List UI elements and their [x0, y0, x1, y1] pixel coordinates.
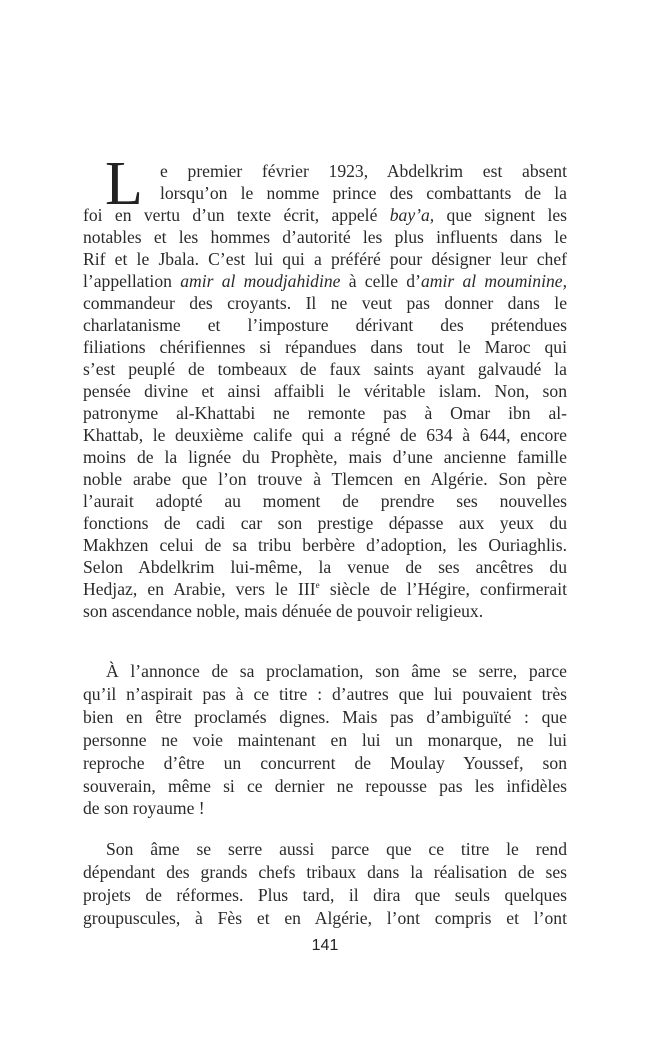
- text-segment: Hedjaz, en Arabie, vers le III: [83, 579, 316, 599]
- text-line: [83, 600, 567, 622]
- text-line: [83, 861, 567, 884]
- text-segment: personne ne voie maintenant en lui un monarque, ne lui: [83, 729, 567, 750]
- text-line: [83, 660, 567, 683]
- paragraph-3: [83, 838, 567, 930]
- text-segment: patronyme al-Khattabi ne remonte pas à Omar ibn al-: [83, 403, 567, 423]
- text-line: [83, 578, 567, 600]
- text-line: [83, 907, 567, 930]
- text-segment: Son âme se serre aussi parce que ce titre le rend: [106, 839, 567, 859]
- text-segment: filiations chérifiennes si répandues dans tout le Maroc qui: [83, 337, 567, 357]
- text-segment: reproche d’être un concurrent de Moulay Youssef, son: [83, 752, 567, 773]
- text-segment: souverain, même si ce dernier ne repousse pas les infidèles: [83, 775, 567, 796]
- text-line: [83, 204, 567, 226]
- text-segment: Khattab, le deuxième calife qui a régné de 634 à 644, encore: [83, 425, 567, 445]
- text-segment: que signent les: [434, 205, 567, 225]
- text-segment: Rif et le Jbala. C’est lui qui a préféré pour désigner leur chef: [83, 249, 567, 269]
- text-line: [83, 160, 567, 182]
- text-line: [83, 358, 567, 380]
- text-segment: de son royaume !: [83, 798, 205, 819]
- text-segment: s’est peuplé de tombeaux de faux saints ayant galvaudé la: [83, 359, 567, 379]
- paragraph-1: [83, 150, 567, 622]
- text-line: [83, 884, 567, 907]
- text-line: [83, 226, 567, 248]
- text-segment: charlatanisme et l’imposture dérivant des prétendues: [83, 315, 567, 335]
- italic-term: amir al moudjahidine: [180, 271, 341, 291]
- text-line: [83, 534, 567, 556]
- text-segment: dépendant des grands chefs tribaux dans la réalisation de ses: [83, 861, 567, 882]
- text-segment: lorsqu’on le nomme prince des combattants de la: [160, 183, 567, 203]
- text-segment: pensée divine et ainsi affaibli le véritable islam. Non, son: [83, 381, 567, 401]
- text-segment: à celle d’: [340, 271, 421, 291]
- text-segment: l’aurait adopté au moment de prendre ses nouvelles: [83, 491, 567, 511]
- text-line: [83, 402, 567, 424]
- text-line: [83, 248, 567, 270]
- text-segment: commandeur des croyants. Il ne veut pas donner dans le: [83, 293, 567, 313]
- text-line: [83, 556, 567, 578]
- text-line: [83, 838, 567, 861]
- text-segment: qu’il n’aspirait pas à ce titre : d’autres que lui pouvaient très: [83, 683, 567, 704]
- text-line: [83, 468, 567, 490]
- paragraph-2: [83, 660, 567, 820]
- text-segment: Makhzen celui de sa tribu berbère d’adoption, les Ouriaghlis.: [83, 535, 567, 555]
- text-segment: Selon Abdelkrim lui-même, la venue de ses ancêtres du: [83, 557, 567, 577]
- text-segment: e premier février 1923, Abdelkrim est absent: [160, 161, 567, 181]
- text-line: [83, 182, 567, 204]
- italic-term: amir al mouminine,: [420, 271, 567, 291]
- text-segment: groupuscules, à Fès et en Algérie, l’ont compris et l’ont: [83, 907, 567, 928]
- text-line: [83, 706, 567, 729]
- text-line: [83, 490, 567, 512]
- text-segment: l’appellation: [83, 271, 181, 291]
- text-segment: siècle de l’Hégire, confirmerait: [319, 579, 567, 599]
- text-line: [83, 752, 567, 775]
- text-line: [83, 336, 567, 358]
- superscript: e: [315, 580, 320, 590]
- text-line: [83, 683, 567, 706]
- drop-cap: L: [105, 150, 143, 218]
- text-segment: noble arabe que l’on trouve à Tlemcen en Algérie. Son père: [83, 469, 567, 489]
- text-segment: moins de la lignée du Prophète, mais d’une ancienne famille: [83, 447, 567, 467]
- text-line: [83, 797, 567, 820]
- text-line: [83, 775, 567, 798]
- text-line: [83, 270, 567, 292]
- text-line: [83, 424, 567, 446]
- text-line: [83, 512, 567, 534]
- text-line: [83, 729, 567, 752]
- text-segment: projets de réformes. Plus tard, il dira que seuls quelques: [83, 884, 567, 905]
- text-segment: fonctions de cadi car son prestige dépasse aux yeux du: [83, 513, 567, 533]
- text-segment: son ascendance noble, mais dénuée de pouvoir religieux.: [83, 601, 484, 621]
- page-number: 141: [311, 937, 339, 954]
- text-line: [83, 292, 567, 314]
- text-line: [83, 446, 567, 468]
- text-line: [83, 314, 567, 336]
- text-segment: bien en être proclamés dignes. Mais pas d’ambiguïté : que: [83, 706, 567, 727]
- text-line: [83, 380, 567, 402]
- italic-term: bay’a,: [389, 205, 435, 225]
- text-segment: À l’annonce de sa proclamation, son âme se serre, parce: [106, 661, 567, 681]
- text-segment: foi en vertu d’un texte écrit, appelé: [83, 205, 390, 225]
- text-segment: notables et les hommes d’autorité les plus influents dans le: [83, 227, 567, 247]
